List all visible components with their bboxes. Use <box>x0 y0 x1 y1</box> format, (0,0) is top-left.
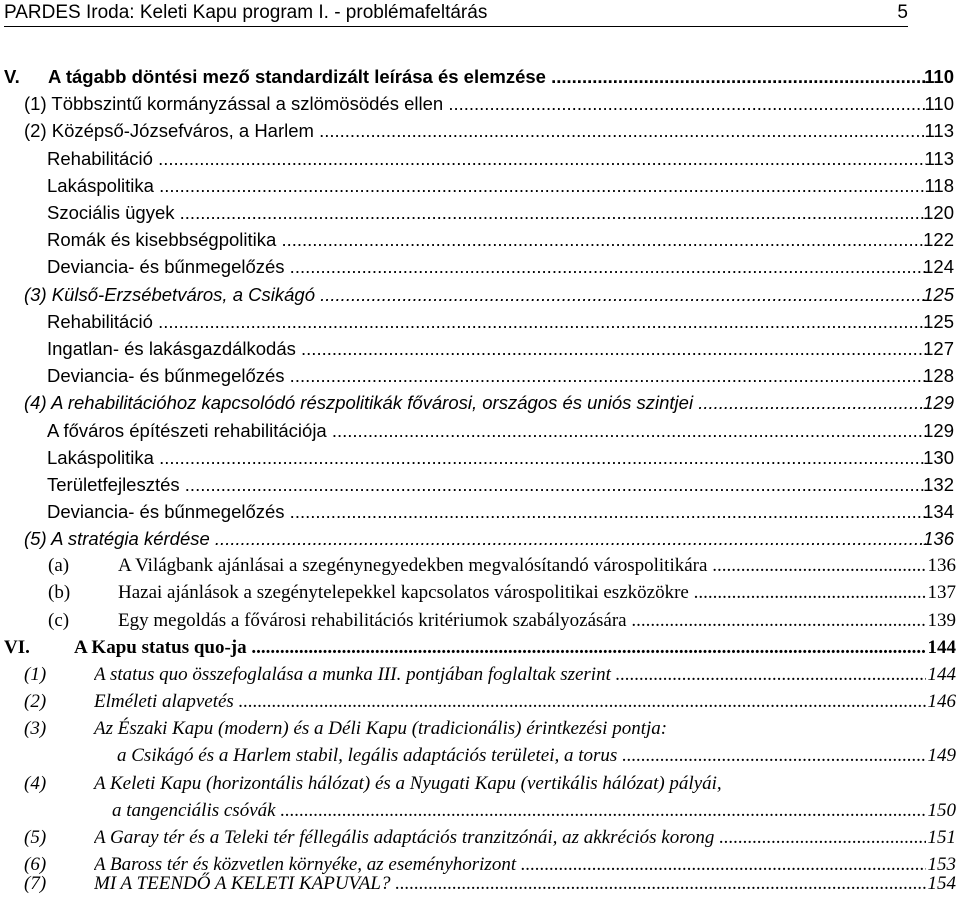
toc-entry-page: 139 <box>927 610 956 631</box>
toc-entry-number: (6) <box>24 854 47 875</box>
toc-entry[interactable] <box>0 335 960 362</box>
toc-entry[interactable] <box>0 661 960 688</box>
toc-entry-title: Elméleti alapvetés ..... <box>94 688 926 715</box>
toc-entry[interactable] <box>0 552 960 579</box>
toc-entry-title: Deviancia- és bűnmegelőzés ..... <box>47 253 926 280</box>
toc-entry-page: 128 <box>923 365 954 386</box>
toc-entry-page: 122 <box>923 229 954 250</box>
toc-entry-title: A tágabb döntési mező standardizált leírása és elemzése ..... <box>48 63 926 90</box>
toc-entry-number: (a) <box>48 555 70 576</box>
toc-entry[interactable] <box>0 362 960 389</box>
toc-entry-page: 151 <box>927 827 956 848</box>
toc-entry-page: 130 <box>923 447 954 468</box>
toc-entry-title: Rehabilitáció ..... <box>47 308 926 335</box>
toc-entry[interactable] <box>0 444 960 471</box>
toc-entry-title: A status quo összefoglalása a munka III. pontjában foglaltak szerint ..... <box>94 661 926 688</box>
toc-entry[interactable] <box>0 281 960 308</box>
toc-entry-title: Rehabilitáció ..... <box>47 145 926 172</box>
toc-entry-title: Romák és kisebbségpolitika ..... <box>47 226 926 253</box>
toc-entry-page: 120 <box>923 202 954 223</box>
toc-entry-page: 144 <box>927 664 956 685</box>
toc-entry[interactable] <box>0 308 960 335</box>
toc-entry-number: (2) <box>24 691 47 712</box>
toc-entry-number: (3) <box>24 718 47 739</box>
toc-entry-title: Hazai ajánlások a szegénytelepekkel kapcsolatos várospolitikai eszközökre ..... <box>118 579 926 606</box>
toc-entry-page: 153 <box>927 854 956 875</box>
toc-entry-page: 110 <box>924 66 954 87</box>
toc-entry-page: 125 <box>923 311 954 332</box>
toc-entry-page: 137 <box>927 582 956 603</box>
toc-entry-number: (1) <box>24 664 47 685</box>
toc-entry-page: 146 <box>927 691 956 712</box>
header-title: PARDES Iroda: Keleti Kapu program I. - problémafeltárás <box>4 2 488 23</box>
toc-entry-first-line[interactable] <box>0 770 960 797</box>
toc-entry-title: A Garay tér és a Teleki tér féllegális adaptációs tranzitzónái, az akkréciós korong ..... <box>94 824 926 851</box>
toc-entry[interactable] <box>0 90 960 117</box>
toc-entry[interactable] <box>0 870 960 897</box>
toc-entry[interactable] <box>0 63 960 90</box>
toc-entry-title: Az Északi Kapu (modern) és a Déli Kapu (tradicionális) érintkezési pontja: <box>94 718 668 739</box>
toc-entry-page: 136 <box>927 555 956 576</box>
toc-entry[interactable] <box>0 117 960 144</box>
toc-entry-page: 127 <box>923 338 954 359</box>
toc-entry-continuation[interactable] <box>0 742 960 769</box>
toc-entry-page: 132 <box>923 474 954 495</box>
toc-entry[interactable] <box>0 498 960 525</box>
toc-entry-title: A főváros építészeti rehabilitációja ..... <box>47 417 926 444</box>
toc-entry-page: 134 <box>923 501 954 522</box>
toc-entry[interactable] <box>0 145 960 172</box>
toc-entry-title: (5) A stratégia kérdése ..... <box>24 525 926 552</box>
toc-entry-title: (2) Középső-Józsefváros, a Harlem ..... <box>24 117 926 144</box>
toc-entry-title: (1) Többszintű kormányzással a szlömösödés ellen ..... <box>24 90 926 117</box>
toc-entry-page: 144 <box>927 637 956 658</box>
toc-entry-title: Szociális ügyek ..... <box>47 199 926 226</box>
toc-entry-number: (5) <box>24 827 47 848</box>
toc-entry-title: Lakáspolitika ..... <box>47 172 926 199</box>
toc-entry[interactable] <box>0 688 960 715</box>
toc-entry[interactable] <box>0 172 960 199</box>
toc-entry-page: 136 <box>923 528 954 549</box>
toc-entry-number: (b) <box>48 582 71 603</box>
toc-entry-page: 118 <box>924 175 954 196</box>
toc-entry-page: 125 <box>923 284 954 305</box>
toc-entry-title: (3) Külső-Erzsébetváros, a Csikágó ..... <box>24 281 926 308</box>
toc-entry-title: Lakáspolitika ..... <box>47 444 926 471</box>
toc-entry-title: Deviancia- és bűnmegelőzés ..... <box>47 362 926 389</box>
toc-entry-title: (4) A rehabilitációhoz kapcsolódó részpolitikák fővárosi, országos és uniós szintjei ..... <box>24 389 926 416</box>
toc-entry-title: A Keleti Kapu (horizontális hálózat) és a Nyugati Kapu (vertikális hálózat) pályái, <box>94 773 722 794</box>
toc-entry-page: 129 <box>923 420 954 441</box>
toc-entry-number: (c) <box>48 610 70 631</box>
toc-entry-title: A Kapu status quo-ja ..... <box>74 634 926 661</box>
toc-entry-page: 154 <box>927 873 956 894</box>
header-page-number: 5 <box>897 2 908 23</box>
toc-entry-number: V. <box>4 66 20 87</box>
toc-entry-number: (7) <box>24 873 47 894</box>
toc-entry-page: 110 <box>924 93 954 114</box>
toc-entry[interactable] <box>0 417 960 444</box>
toc-entry[interactable] <box>0 253 960 280</box>
toc-entry-title: Deviancia- és bűnmegelőzés ..... <box>47 498 926 525</box>
page-header <box>4 2 908 27</box>
toc-entry-continuation[interactable] <box>0 797 960 824</box>
toc-entry-page: 113 <box>924 120 954 141</box>
toc-entry-number: VI. <box>4 637 30 658</box>
toc-entry[interactable] <box>0 226 960 253</box>
toc-entry[interactable] <box>0 607 960 634</box>
toc-entry-title: MI A TEENDŐ A KELETI KAPUVAL? ..... <box>94 870 926 897</box>
toc-entry-title: A Baross tér és közvetlen környéke, az eseményhorizont ..... <box>94 851 926 878</box>
toc-entry[interactable] <box>0 824 960 851</box>
toc-entry[interactable] <box>0 471 960 498</box>
toc-entry[interactable] <box>0 579 960 606</box>
toc-entry-number: (4) <box>24 773 47 794</box>
toc-entry-first-line[interactable] <box>0 715 960 742</box>
toc-entry[interactable] <box>0 199 960 226</box>
toc-entry[interactable] <box>0 525 960 552</box>
toc-entry-title: Egy megoldás a fővárosi rehabilitációs kritériumok szabályozására ..... <box>118 607 926 634</box>
toc-entry[interactable] <box>0 389 960 416</box>
toc-entry-page: 129 <box>923 392 954 413</box>
toc-entry-title: a Csikágó és a Harlem stabil, legális adaptációs területei, a torus ..... <box>117 742 926 769</box>
toc-entry-page: 150 <box>927 800 956 821</box>
toc-entry[interactable] <box>0 634 960 661</box>
toc-entry-title: Területfejlesztés ..... <box>47 471 926 498</box>
toc-entry-page: 149 <box>927 745 956 766</box>
toc-entry-title: A Világbank ajánlásai a szegénynegyedekben megvalósítandó várospolitikára ..... <box>118 552 926 579</box>
toc-entry-page: 113 <box>924 148 954 169</box>
toc-entry-title: Ingatlan- és lakásgazdálkodás ..... <box>47 335 926 362</box>
toc-entry-page: 124 <box>923 256 954 277</box>
toc-entry-title: a tangenciális csóvák ..... <box>112 797 926 824</box>
